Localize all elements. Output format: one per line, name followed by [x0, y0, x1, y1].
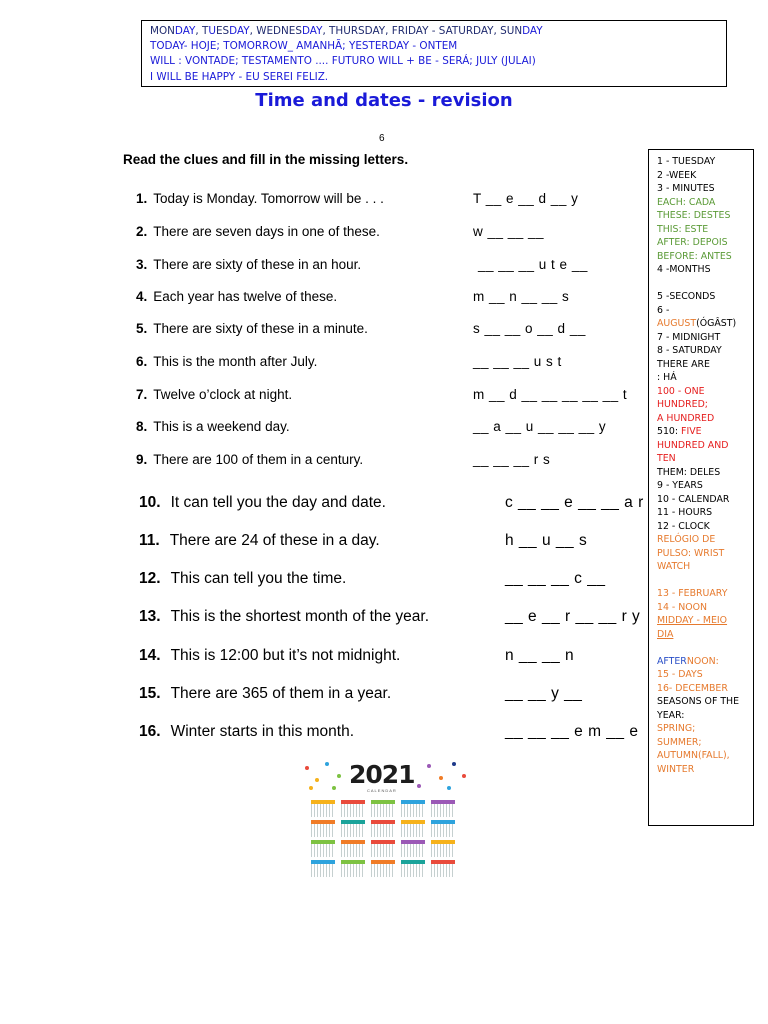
confetti-dot	[447, 786, 451, 790]
calendar-month-block	[431, 800, 455, 817]
question-number: 6.	[136, 354, 148, 369]
answer-blank: h __ u __ s	[505, 532, 588, 549]
answer-key-line: 12 - CLOCK	[657, 520, 710, 532]
question-clue	[136, 224, 380, 239]
calendar-month-block	[401, 800, 425, 817]
confetti-dot	[417, 784, 421, 788]
answer-blank: __ __ __ r s	[473, 452, 551, 467]
confetti-dot	[439, 776, 443, 780]
question-number: 3.	[136, 257, 148, 272]
calendar-month-block	[401, 840, 425, 857]
weekday-fragment: U	[208, 25, 216, 37]
calendar-month-block	[311, 860, 335, 877]
weekday-fragment: , WEDNES	[249, 25, 302, 37]
answer-key-line: 1 - TUESDAY	[657, 156, 716, 167]
calendar-month-block	[371, 860, 395, 877]
question-clue	[136, 452, 363, 467]
question-clue	[136, 321, 368, 336]
calendar-month-block	[371, 840, 395, 857]
question-number: 13.	[139, 608, 161, 625]
answer-key-line: 6 -	[657, 304, 670, 316]
answer-blank: __ __ __ u s t	[473, 354, 562, 369]
question-text: There are sixty of these in a minute.	[153, 321, 368, 336]
question-text: This can tell you the time.	[170, 570, 347, 587]
calendar-month-block	[341, 840, 365, 857]
weekday-fragment: DAY	[229, 25, 250, 37]
confetti-dot	[452, 762, 456, 766]
question-text: Winter starts in this month.	[170, 723, 355, 740]
answer-key-line: MIDDAY - MEIO	[657, 615, 728, 626]
page-number: 6	[379, 133, 385, 144]
question-clue	[139, 723, 354, 741]
question-clue	[139, 494, 386, 512]
question-clue	[136, 289, 337, 304]
question-number: 15.	[139, 685, 161, 702]
answer-key-box	[648, 149, 754, 826]
calendar-month-block	[311, 800, 335, 817]
answer-key-line: EACH: CADA	[657, 196, 716, 208]
answer-key-line: WINTER	[657, 763, 695, 775]
calendar-month-block	[371, 800, 395, 817]
weekday-fragment: ES	[215, 25, 230, 37]
answer-key-line: 2 -WEEK	[657, 169, 697, 181]
answer-key-line: 8 - SATURDAY	[657, 345, 722, 356]
calendar-subtitle: CALENDAR	[367, 788, 397, 793]
happy-line: I WILL BE HAPPY - EU SEREI FELIZ.	[150, 70, 329, 83]
weekdays-line	[150, 24, 718, 39]
question-number: 4.	[136, 289, 148, 304]
answer-key-line	[657, 277, 753, 291]
answer-key-line: BEFORE: ANTES	[657, 250, 732, 262]
question-clue	[139, 608, 429, 626]
answer-blank: n __ __ n	[505, 647, 575, 664]
answer-key-line: 510: FIVE	[657, 426, 702, 437]
question-text: This is a weekend day.	[153, 419, 290, 434]
confetti-dot	[337, 774, 341, 778]
question-text: There are sixty of these in an hour.	[153, 257, 362, 272]
weekday-fragment: DAY	[522, 25, 543, 37]
answer-key-line: 11 - HOURS	[657, 507, 713, 518]
question-text: This is the shortest month of the year.	[170, 608, 430, 625]
question-number: 9.	[136, 452, 148, 467]
question-clue	[136, 354, 317, 369]
question-clue	[136, 419, 290, 434]
question-text: There are seven days in one of these.	[153, 224, 380, 239]
question-text: Each year has twelve of these.	[153, 289, 338, 304]
answer-key-line: 13 - FEBRUARY	[657, 588, 728, 599]
confetti-dot	[427, 764, 431, 768]
answer-blank: T __ e __ d __ y	[473, 191, 579, 206]
calendar-month-block	[311, 820, 335, 837]
answer-key-line: 16- DECEMBER	[657, 682, 728, 694]
answer-key-line: RELÓGIO DE	[657, 534, 716, 545]
answer-key-line: YEAR:	[657, 709, 685, 721]
answer-key-line: 10 - CALENDAR	[657, 493, 730, 505]
weekday-fragment: DAY	[301, 25, 323, 37]
answer-blank: __ __ __ e m __ e	[505, 723, 639, 740]
answer-blank: __ __ __ c __	[505, 570, 606, 587]
confetti-dot	[332, 786, 336, 790]
confetti-dot	[309, 786, 313, 790]
calendar-month-block	[431, 840, 455, 857]
answer-key-line: THEM: DELES	[657, 466, 721, 478]
question-number: 2.	[136, 224, 148, 239]
confetti-dot	[315, 778, 319, 782]
question-clue	[136, 191, 384, 206]
confetti-dot	[325, 762, 329, 766]
answer-key-line: SPRING;	[657, 723, 696, 734]
calendar-year: 2021	[349, 760, 415, 789]
question-text: There are 100 of them in a century.	[153, 452, 364, 467]
question-clue	[139, 532, 380, 550]
weekday-fragment: , THURSDAY, FRIDAY - SATURDAY, SUN	[322, 25, 523, 37]
answer-key-line: THERE ARE	[657, 358, 710, 370]
page-title: Time and dates - revision	[255, 90, 513, 111]
answer-key-line: 5 -SECONDS	[657, 291, 716, 302]
answer-key-line: WATCH	[657, 561, 691, 572]
answer-key-line	[657, 641, 753, 655]
question-number: 8.	[136, 419, 148, 434]
instructions: Read the clues and fill in the missing letters.	[123, 152, 409, 167]
question-number: 5.	[136, 321, 148, 336]
answer-key-line: SEASONS OF THE	[657, 696, 740, 707]
question-clue	[136, 387, 292, 402]
question-number: 1.	[136, 191, 148, 206]
answer-key-line: THIS: ESTE	[657, 223, 709, 235]
answer-key-line: 15 - DAYS	[657, 669, 703, 680]
answer-blank: m __ n __ __ s	[473, 289, 570, 304]
question-text: Today is Monday. Tomorrow will be . . .	[153, 191, 384, 206]
answer-blank: c __ __ e __ __ a r	[505, 494, 644, 511]
answer-key-line: 3 - MINUTES	[657, 183, 715, 194]
answer-key-line: DIA	[657, 628, 674, 640]
question-clue	[139, 570, 346, 588]
answer-key-line: AUTUMN(FALL),	[657, 750, 730, 761]
weekday-fragment: DAY	[174, 25, 196, 37]
question-number: 14.	[139, 647, 161, 664]
question-number: 10.	[139, 494, 161, 511]
answer-blank: __ __ __ u t e __	[478, 257, 588, 272]
answer-key-line: AFTER: DEPOIS	[657, 237, 728, 248]
answer-key-line: 14 - NOON	[657, 601, 708, 613]
calendar-month-block	[401, 860, 425, 877]
answer-key-line: AFTERNOON:	[657, 655, 719, 667]
calendar-month-block	[371, 820, 395, 837]
calendar-month-block	[341, 800, 365, 817]
question-text: This is 12:00 but it’s not midnight.	[170, 647, 401, 664]
confetti-dot	[305, 766, 309, 770]
answer-key-line: TEN	[657, 453, 676, 464]
question-number: 11.	[139, 532, 160, 549]
answer-blank: __ a __ u __ __ __ y	[473, 419, 607, 434]
answer-key-line	[657, 574, 753, 588]
answer-key-line: PULSO: WRIST	[657, 547, 725, 559]
answer-key-line: 9 - YEARS	[657, 480, 703, 491]
calendar-month-block	[431, 820, 455, 837]
question-clue	[136, 257, 361, 272]
answer-key-line: : HÁ	[657, 372, 677, 383]
question-text: There are 365 of them in a year.	[170, 685, 392, 702]
answer-key-line: 4 -MONTHS	[657, 264, 711, 275]
confetti-dot	[462, 774, 466, 778]
question-text: Twelve o’clock at night.	[153, 387, 293, 402]
answer-key-line: HUNDRED AND	[657, 439, 729, 451]
calendar-month-block	[341, 860, 365, 877]
answer-blank: s __ __ o __ d __	[473, 321, 586, 336]
weekday-fragment: , T	[195, 25, 209, 37]
answer-key-line: A HUNDRED	[657, 412, 715, 424]
answer-blank: w __ __ __	[473, 224, 545, 239]
calendar-2021-image	[297, 756, 469, 880]
question-number: 16.	[139, 723, 161, 740]
calendar-month-block	[341, 820, 365, 837]
will-line: WILL : VONTADE; TESTAMENTO .... FUTURO WILL + BE - SERÁ; JULY (JULAI)	[150, 55, 536, 68]
answer-blank: m __ d __ __ __ __ __ t	[473, 387, 628, 402]
answer-key-line: AUGUST(ÓGÂST)	[657, 318, 737, 329]
question-text: It can tell you the day and date.	[170, 494, 386, 511]
answer-blank: __ __ y __	[505, 685, 583, 702]
question-clue	[139, 685, 391, 703]
answer-key-line: 100 - ONE	[657, 385, 705, 397]
header-box	[141, 20, 727, 87]
answer-key-line: 7 - MIDNIGHT	[657, 331, 721, 343]
calendar-month-block	[401, 820, 425, 837]
answer-blank: __ e __ r __ __ r y	[505, 608, 641, 625]
today-line: TODAY- HOJE; TOMORROW_ AMANHÃ; YESTERDAY - ONTEM	[150, 40, 458, 53]
question-clue	[139, 647, 400, 665]
weekday-fragment: MON	[150, 25, 175, 37]
question-number: 12.	[139, 570, 161, 587]
calendar-month-block	[431, 860, 455, 877]
answer-key-line: HUNDRED;	[657, 399, 708, 410]
question-number: 7.	[136, 387, 148, 402]
answer-key-line: SUMMER;	[657, 736, 702, 748]
calendar-month-block	[311, 840, 335, 857]
question-text: This is the month after July.	[153, 354, 318, 369]
question-text: There are 24 of these in a day.	[169, 532, 380, 549]
answer-key-line: THESE: DESTES	[657, 210, 731, 221]
